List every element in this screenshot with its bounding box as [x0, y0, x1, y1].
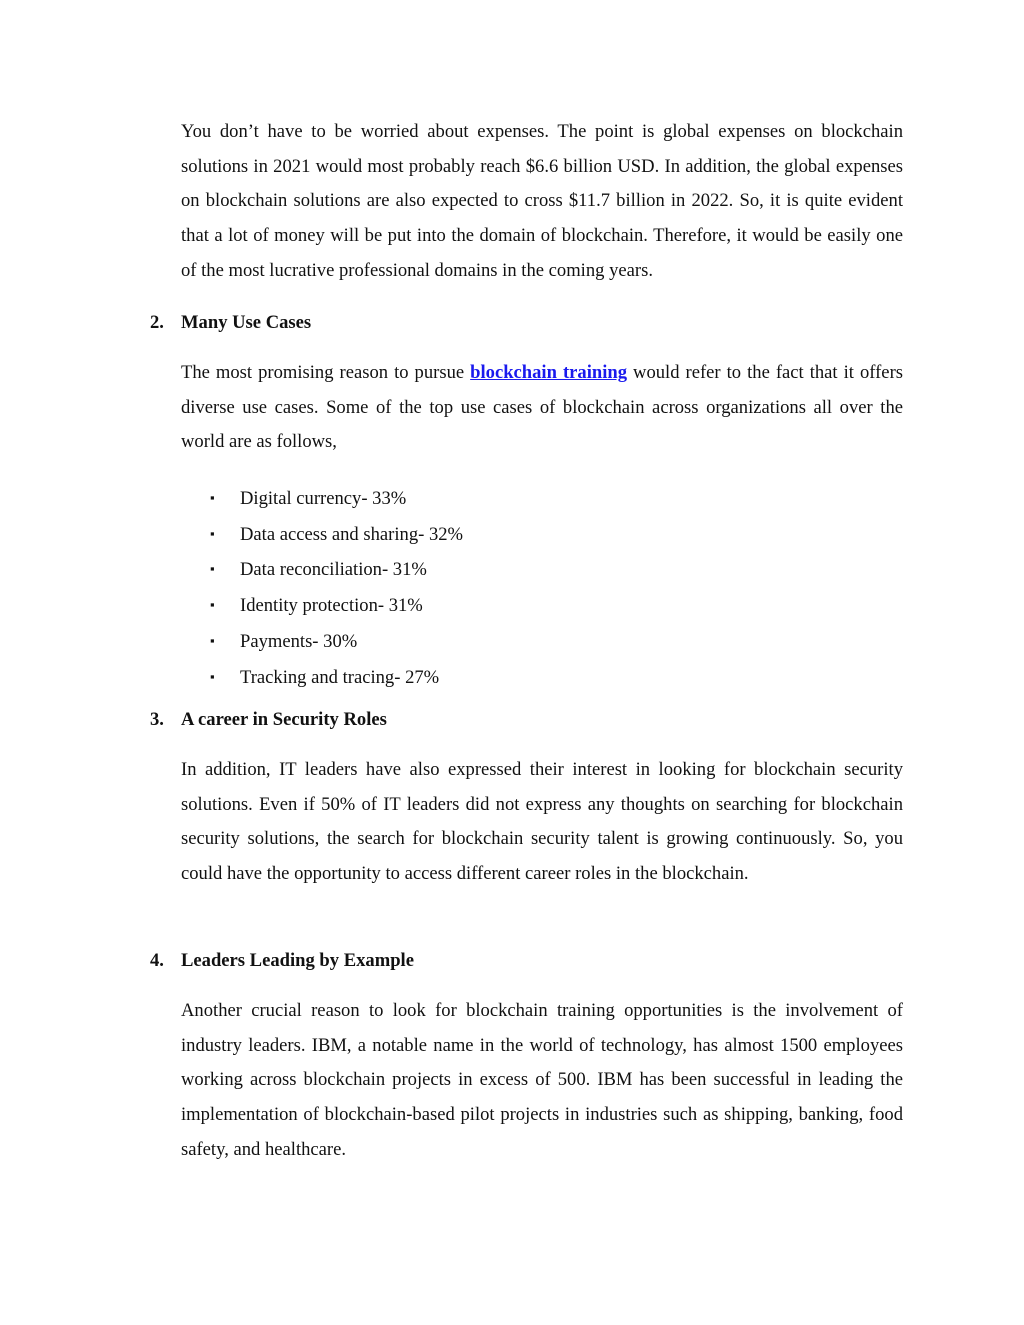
section-2-text-after-link: would refer to the fact that it offers diverse use cases. Some of the top use cases of blockchain across organizations all over the world are as follows,: [181, 362, 903, 453]
use-cases-list: [210, 481, 463, 695]
list-item-label: Data reconciliation- 31%: [240, 559, 427, 581]
bullet-icon: ▪: [210, 668, 215, 684]
list-item: [210, 660, 463, 696]
section-4-title: Leaders Leading by Example: [181, 950, 414, 971]
list-item: [210, 481, 463, 517]
section-2-title: Many Use Cases: [181, 312, 312, 333]
list-item: [210, 588, 463, 624]
bullet-icon: ▪: [210, 632, 215, 648]
list-item-label: Payments- 30%: [240, 630, 358, 652]
bullet-icon: ▪: [210, 525, 215, 541]
section-2-text-before-link: The most promising reason to pursue: [181, 362, 471, 383]
section-3-title: A career in Security Roles: [181, 709, 387, 730]
section-2-number: 2.: [150, 312, 164, 333]
list-item: [210, 624, 463, 660]
bullet-icon: ▪: [210, 561, 215, 577]
blockchain-training-link[interactable]: blockchain training: [470, 362, 628, 383]
section-2-heading: [150, 311, 311, 335]
list-item-label: Digital currency- 33%: [240, 488, 407, 509]
section-4-heading: [150, 949, 414, 973]
section-2-paragraph: [181, 356, 903, 460]
section-4-number: 4.: [150, 950, 164, 971]
list-item: [210, 552, 463, 588]
section-3-paragraph: In addition, IT leaders have also expressed their interest in looking for blockchain security solutions. Even if 50% of IT leaders did not express any thoughts on searching for blockchain security solutions, the search for blockchain security talent is growing continuously. So, you could have the opportunity to access different career roles in the blockchain.: [181, 759, 903, 885]
bullet-icon: ▪: [210, 597, 215, 613]
list-item-label: Tracking and tracing- 27%: [240, 666, 440, 688]
section-4-paragraph: Another crucial reason to look for blockchain training opportunities is the involvement of industry leaders. IBM, a notable name in the world of technology, has almost 1500 employees working across blockchain projects in excess of 500. IBM has been successful in leading the implementation of blockchain-based pilot projects in industries such as shipping, banking, food safety, and healthcare.: [181, 1000, 903, 1160]
section-3-heading: [150, 708, 387, 732]
list-item: [210, 517, 463, 553]
intro-paragraph: You don’t have to be worried about expenses. The point is global expenses on blockchain solutions in 2021 would most probably reach $6.6 billion USD. In addition, the global expenses on blockchain solutions are also expected to cross $11.7 billion in 2022. So, it is quite evident that a lot of money will be put into the domain of blockchain. Therefore, it would be easily one of the most lucrative professional domains in the coming years.: [181, 121, 903, 281]
list-item-label: Identity protection- 31%: [240, 595, 423, 617]
section-3-number: 3.: [150, 709, 164, 730]
list-item-label: Data access and sharing- 32%: [240, 523, 464, 545]
bullet-icon: ▪: [210, 490, 215, 505]
